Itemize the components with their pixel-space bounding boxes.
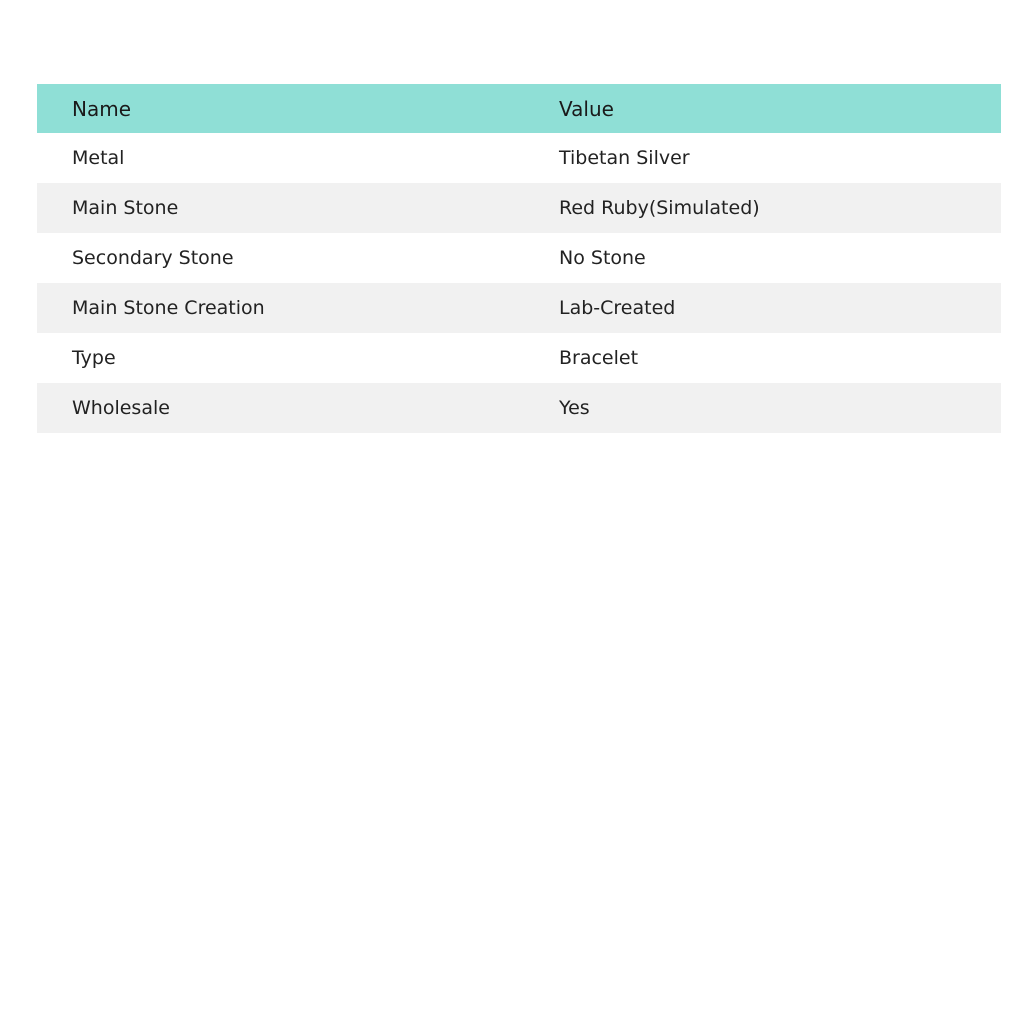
table-row [37,283,1001,333]
cell-value: Red Ruby(Simulated) [524,183,1001,233]
cell-value: Lab-Created [524,283,1001,333]
column-header-value: Value [524,84,1001,133]
table-body [37,133,1001,433]
cell-name: Metal [37,133,524,183]
table-header [37,84,1001,133]
table-row [37,233,1001,283]
cell-name: Main Stone Creation [37,283,524,333]
cell-value: No Stone [524,233,1001,283]
cell-value: Yes [524,383,1001,433]
cell-value: Tibetan Silver [524,133,1001,183]
specifications-table [37,84,1001,433]
column-header-name: Name [37,84,524,133]
cell-name: Wholesale [37,383,524,433]
cell-name: Secondary Stone [37,233,524,283]
table-row [37,133,1001,183]
cell-name: Main Stone [37,183,524,233]
cell-name: Type [37,333,524,383]
cell-value: Bracelet [524,333,1001,383]
table-header-row [37,84,1001,133]
table-row [37,383,1001,433]
table-row [37,333,1001,383]
table-row [37,183,1001,233]
